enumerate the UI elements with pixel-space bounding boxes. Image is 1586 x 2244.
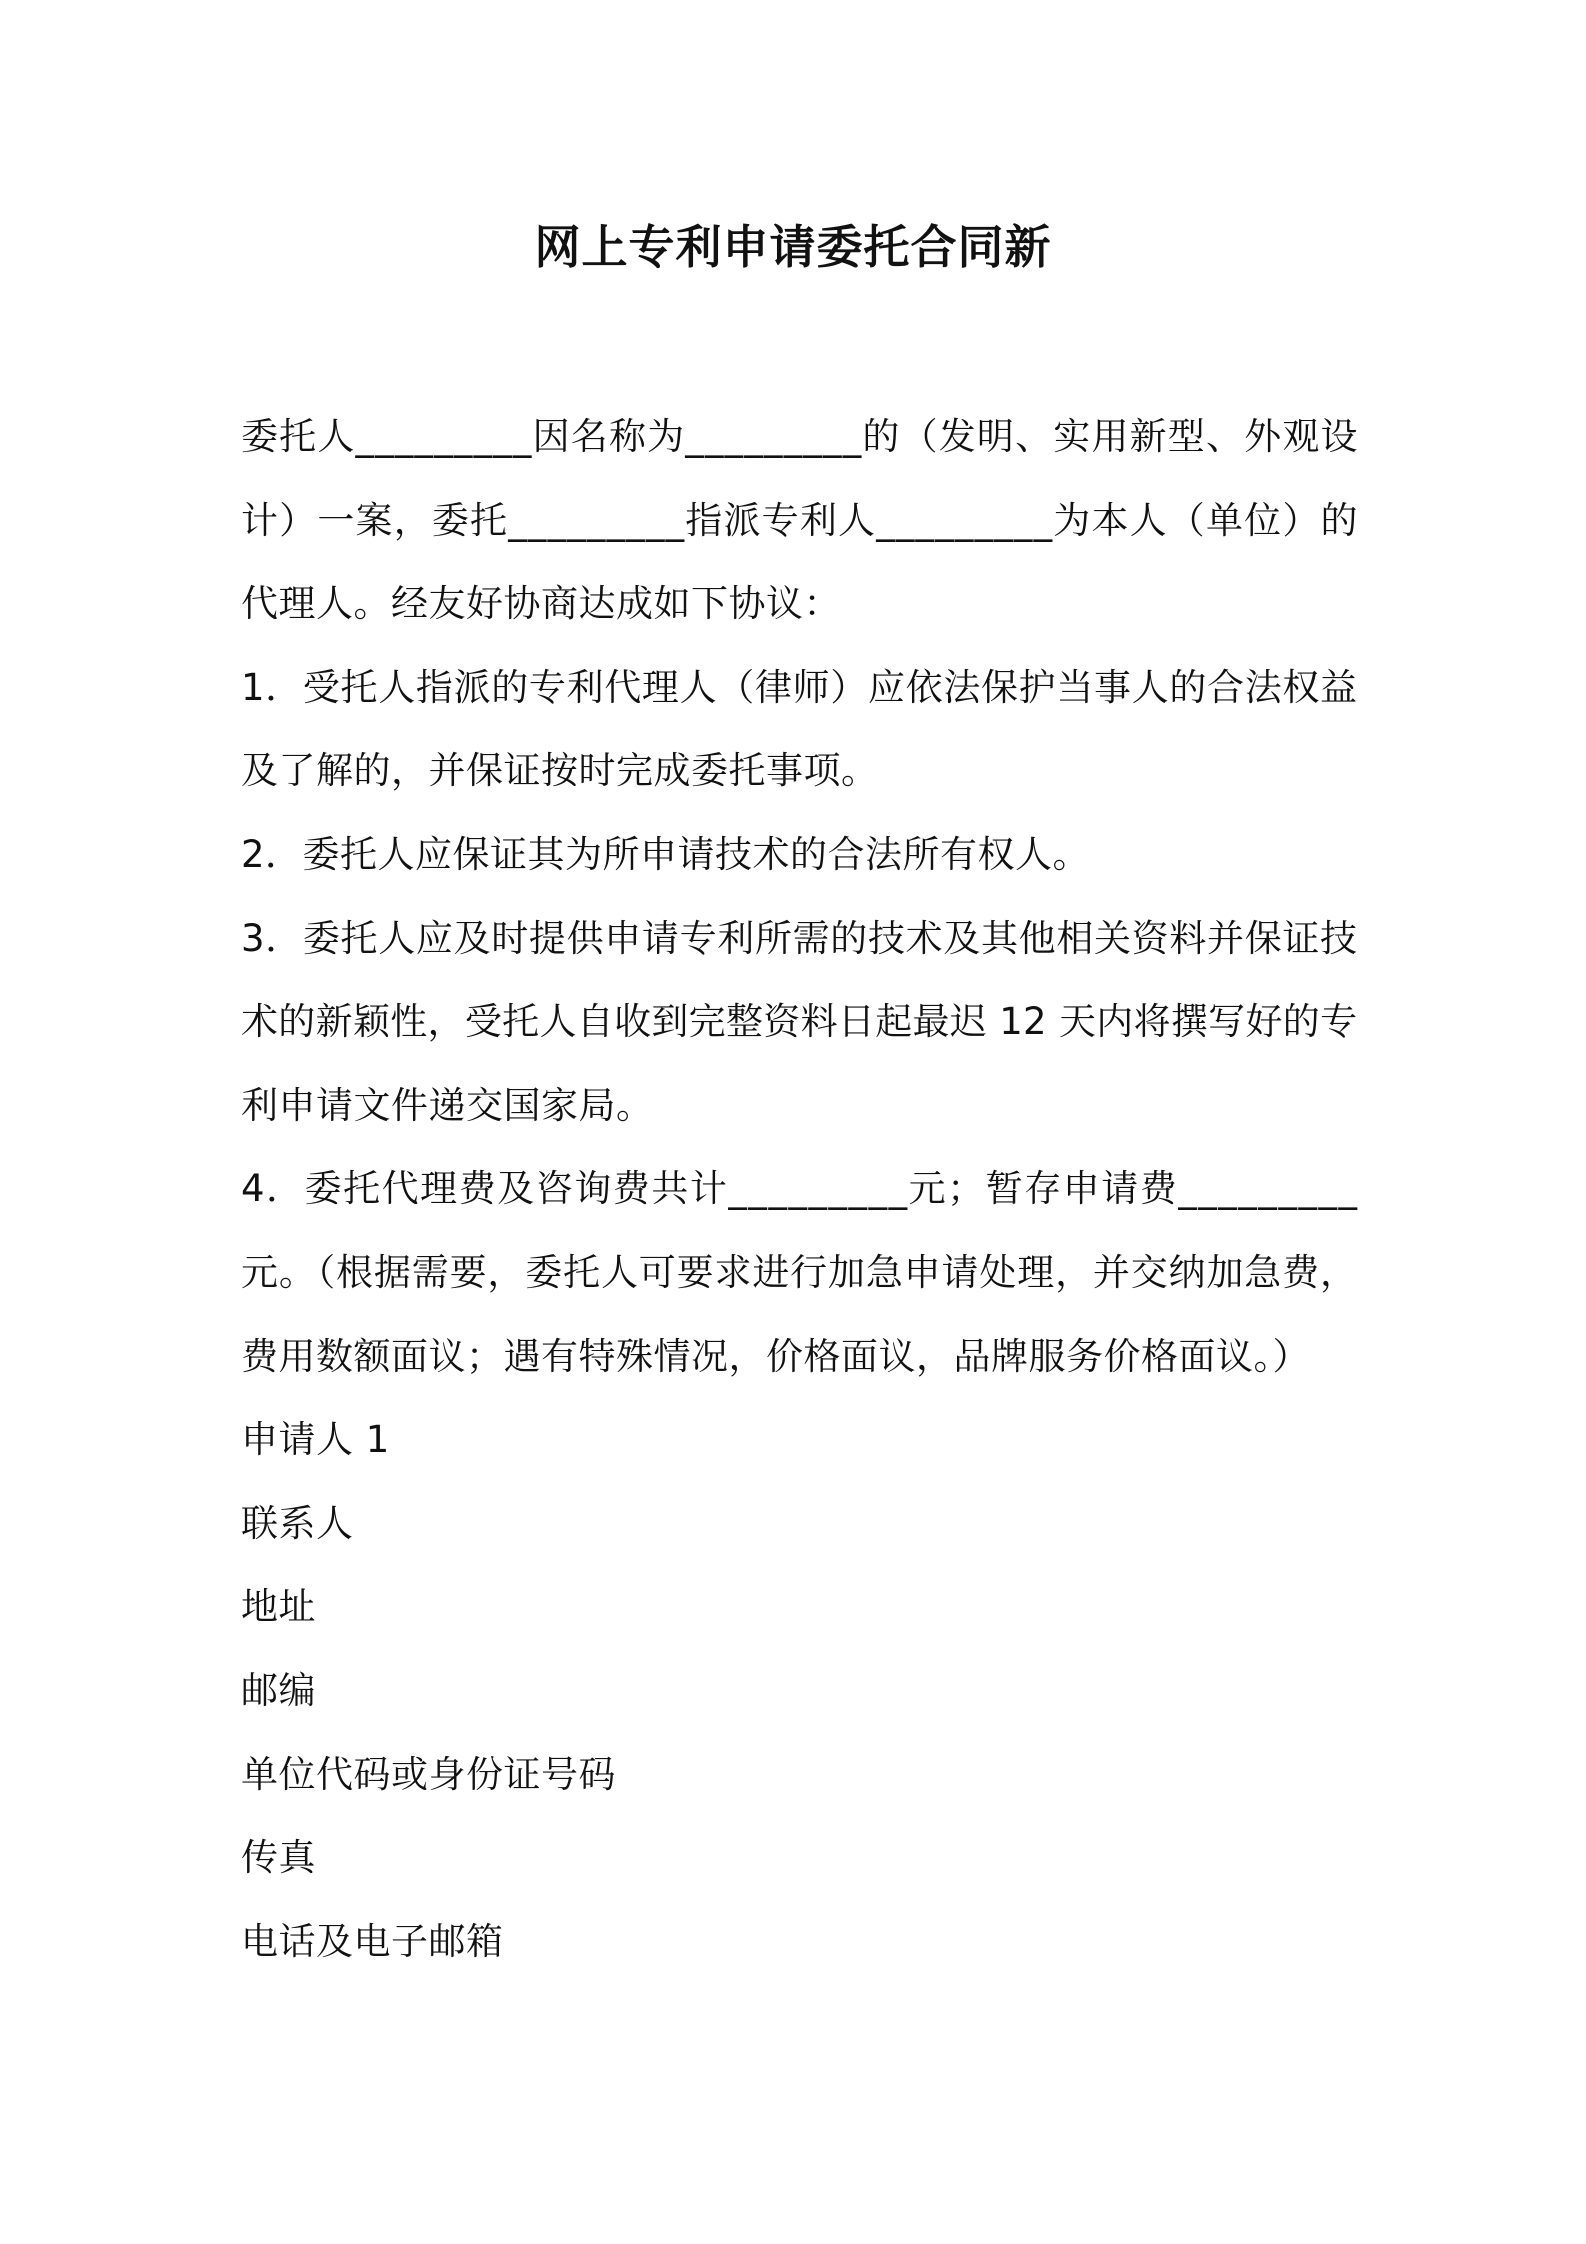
clause-3-line — [241, 980, 1358, 1064]
line-text: 单位代码或身份证号码 — [241, 1752, 616, 1796]
line-text: 申请人 1 — [241, 1418, 390, 1462]
document-body — [241, 395, 1361, 1983]
clause-4-line — [241, 1147, 1358, 1231]
paragraph-line — [241, 562, 1361, 646]
line-text: 费用数额面议；遇有特殊情况，价格面议，品牌服务价格面议。） — [241, 1334, 1310, 1378]
clause-3-line — [241, 1064, 1361, 1148]
line-text: 利申请文件递交国家局。 — [241, 1083, 654, 1127]
clause-4-line — [241, 1315, 1361, 1399]
clause-4-line — [241, 1231, 1358, 1315]
field-label-postcode — [241, 1649, 1361, 1733]
field-label-id-number — [241, 1733, 1361, 1817]
field-label-applicant — [241, 1398, 1361, 1482]
field-label-contact — [241, 1482, 1361, 1566]
clause-1-line — [241, 646, 1358, 730]
line-text: 联系人 — [241, 1501, 354, 1545]
paragraph-line — [241, 395, 1358, 479]
field-label-phone-email — [241, 1900, 1361, 1984]
line-text: 计）一案，委托_________指派专利人_________为本人（单位）的 — [241, 498, 1359, 542]
line-text: 地址 — [241, 1585, 316, 1629]
line-text: 邮编 — [241, 1668, 316, 1712]
line-text: 委托人_________因名称为_________的（发明、实用新型、外观设 — [241, 415, 1359, 458]
line-text: 传真 — [241, 1836, 316, 1880]
clause-1-line — [241, 729, 1361, 813]
line-text: 4．委托代理费及咨询费共计_________元；暂存申请费_________ — [241, 1167, 1359, 1211]
line-text: 1．受托人指派的专利代理人（律师）应依法保护当事人的合法权益 — [241, 665, 1358, 709]
clause-2-line — [241, 813, 1361, 897]
line-text: 2．委托人应保证其为所申请技术的合法所有权人。 — [241, 832, 1091, 876]
line-text: 元。（根据需要，委托人可要求进行加急申请处理，并交纳加急费， — [241, 1250, 1358, 1294]
line-text: 电话及电子邮箱 — [241, 1919, 504, 1963]
field-label-address — [241, 1565, 1361, 1649]
field-label-fax — [241, 1816, 1361, 1900]
line-text: 3．委托人应及时提供申请专利所需的技术及其他相关资料并保证技 — [241, 916, 1358, 960]
line-text: 术的新颖性，受托人自收到完整资料日起最迟 12 天内将撰写好的专 — [241, 1000, 1358, 1044]
line-text: 代理人。经友好协商达成如下协议： — [241, 582, 841, 626]
paragraph-line — [241, 479, 1358, 563]
document-title: 网上专利申请委托合同新 — [534, 220, 1052, 274]
line-text: 及了解的，并保证按时完成委托事项。 — [241, 749, 879, 793]
clause-3-line — [241, 897, 1358, 981]
